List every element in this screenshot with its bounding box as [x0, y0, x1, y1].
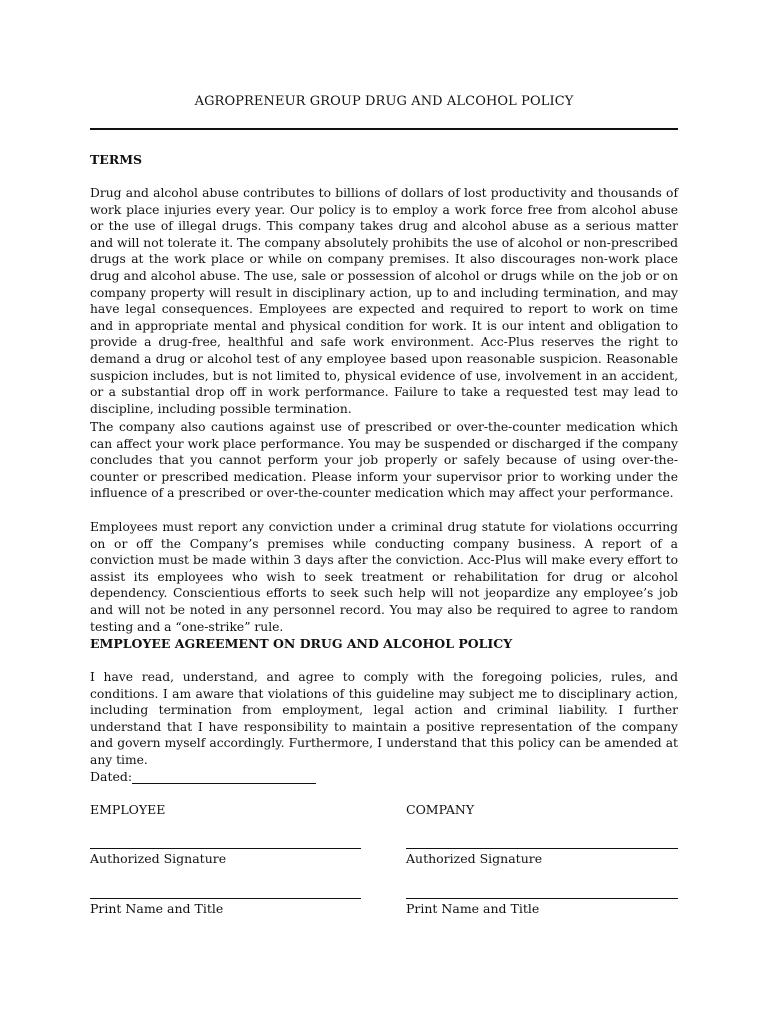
document-title: AGROPRENEUR GROUP DRUG AND ALCOHOL POLICY: [194, 94, 574, 109]
employee-print-name-line[interactable]: [90, 898, 361, 899]
agreement-heading: EMPLOYEE AGREEMENT ON DRUG AND ALCOHOL POLICY: [90, 636, 513, 651]
employee-heading: EMPLOYEE: [90, 802, 166, 817]
terms-paragraph-2: The company also cautions against use of prescribed or over-the-counter medication which can affect your work place performance. You may be suspended or discharged if the company concludes that you cannot perform your job properly or safely because of using over-the-counter or prescribed medication. Please inform your supervisor prior to working under the influence of a prescribed or over-the-counter medication which may affect your performance.: [90, 420, 678, 501]
company-print-name-line[interactable]: [406, 898, 678, 899]
terms-paragraph-1: Drug and alcohol abuse contributes to billions of dollars of lost productivity and thousands of work place injuries every year. Our policy is to employ a work force free from alcohol abuse or the use of illegal drugs. This company takes drug and alcohol abuse as a serious matter and will not tolerate it. The company absolutely prohibits the use of alcohol or non-prescribed drugs at the work place or while on company premises. It also discourages non-work place drug and alcohol abuse. The use, sale or possession of alcohol or drugs while on the job or on company property will result in disciplinary action, up to and including termination, and may have legal consequences. Employees are expected and required to report to work on time and in appropriate mental and physical condition for work. It is our intent and obligation to provide a drug-free, healthful and safe work environment. Acc-Plus reserves the right to demand a drug or alcohol test of any employee based upon reasonable suspicion. Reasonable suspicion includes, but is not limited to, physical evidence of use, involvement in an accident, or a substantial drop off in work performance. Failure to take a requested test may lead to discipline, including possible termination.: [90, 186, 678, 416]
employee-authorized-signature-label: Authorized Signature: [90, 851, 227, 866]
title-divider: [90, 128, 678, 130]
employee-signature-line[interactable]: [90, 848, 361, 849]
company-authorized-signature-label: Authorized Signature: [406, 851, 543, 866]
agreement-paragraph: I have read, understand, and agree to comply with the foregoing policies, rules, and conditions. I am aware that violations of this guideline may subject me to disciplinary action, including termination from employment, legal action and criminal liability. I further understand that I have responsibility to maintain a positive representation of the company and govern myself accordingly. Furthermore, I understand that this policy can be amended at any time.: [90, 670, 678, 767]
dated-field-line[interactable]: [132, 783, 316, 784]
employee-print-name-label: Print Name and Title: [90, 901, 224, 916]
terms-heading: TERMS: [90, 152, 143, 167]
company-print-name-label: Print Name and Title: [406, 901, 540, 916]
terms-paragraph-3: Employees must report any conviction under a criminal drug statute for violations occurring on or off the Company’s premises while conducting company business. A report of a conviction must be made within 3 days after the conviction. Acc-Plus will make every effort to assist its employees who wish to seek treatment or rehabilitation for drug or alcohol dependency. Conscientious efforts to seek such help will not jeopardize any employee’s job and will not be noted in any personnel record. You may also be required to agree to random testing and a “one-strike” rule.: [90, 520, 678, 634]
dated-label: Dated:: [90, 769, 133, 784]
company-signature-line[interactable]: [406, 848, 678, 849]
company-heading: COMPANY: [406, 802, 475, 817]
